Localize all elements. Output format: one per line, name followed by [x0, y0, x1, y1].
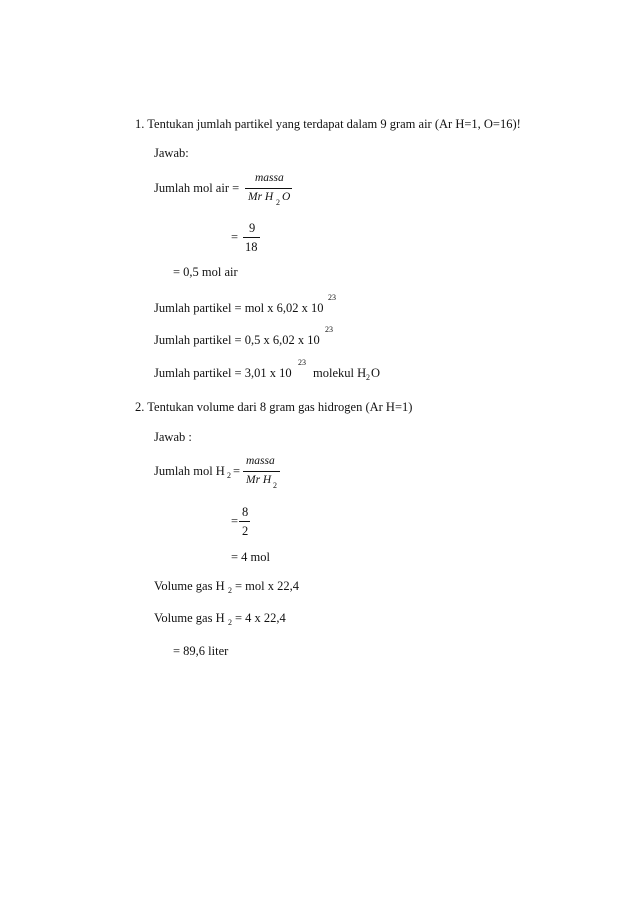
partikel-line-3: Jumlah partikel = 3,01 x 10: [154, 366, 292, 380]
subscript-2: 2: [366, 373, 370, 382]
fraction-numerator-massa: massa: [246, 455, 275, 467]
mol-air-label: Jumlah mol air =: [154, 181, 240, 195]
fraction-bar: [245, 188, 292, 189]
partikel-line-1: Jumlah partikel = mol x 6,02 x 10: [154, 301, 324, 315]
fraction-denominator-mr: Mr H: [248, 191, 274, 203]
fraction-numerator-8: 8: [242, 505, 249, 519]
volume-line-1: Volume gas H: [154, 579, 225, 593]
subscript-2: 2: [228, 618, 232, 627]
exponent-23: 23: [325, 325, 333, 334]
subscript-2: 2: [276, 198, 280, 207]
molekul-label: molekul H: [313, 366, 367, 380]
fraction-bar: [243, 237, 260, 238]
subscript-2: 2: [273, 481, 277, 490]
mol-h2-label: Jumlah mol H: [154, 464, 225, 478]
question-1: 1. Tentukan jumlah partikel yang terdapat dalam 9 gram air (Ar H=1, O=16)!: [135, 117, 521, 131]
volume-line-1-rhs: = mol x 22,4: [235, 579, 299, 593]
volume-line-2-rhs: = 4 x 22,4: [235, 611, 286, 625]
molekul-o: O: [371, 366, 381, 380]
equals-sign: =: [231, 230, 239, 244]
question-2: 2. Tentukan volume dari 8 gram gas hidrogen (Ar H=1): [135, 400, 413, 414]
result-mol-air: = 0,5 mol air: [173, 265, 238, 279]
partikel-line-2: Jumlah partikel = 0,5 x 6,02 x 10: [154, 333, 320, 347]
fraction-denominator-2: 2: [242, 524, 249, 538]
fraction-denominator-mr: Mr H: [246, 474, 272, 486]
fraction-denominator-18: 18: [245, 240, 258, 254]
fraction-numerator-massa: massa: [255, 172, 284, 184]
result-mol-h2: = 4 mol: [231, 550, 270, 564]
equals-sign: =: [233, 464, 241, 478]
exponent-23: 23: [298, 358, 306, 367]
fraction-denominator-o: O: [282, 191, 291, 203]
answer-label-2: Jawab :: [154, 430, 192, 444]
result-volume: = 89,6 liter: [173, 644, 229, 658]
exponent-23: 23: [328, 293, 336, 302]
volume-line-2: Volume gas H: [154, 611, 225, 625]
fraction-bar: [239, 521, 250, 522]
subscript-2: 2: [227, 471, 231, 480]
subscript-2: 2: [228, 586, 232, 595]
answer-label-1: Jawab:: [154, 146, 189, 160]
fraction-bar: [243, 471, 280, 472]
fraction-numerator-9: 9: [249, 221, 256, 235]
equals-sign: =: [231, 514, 239, 528]
